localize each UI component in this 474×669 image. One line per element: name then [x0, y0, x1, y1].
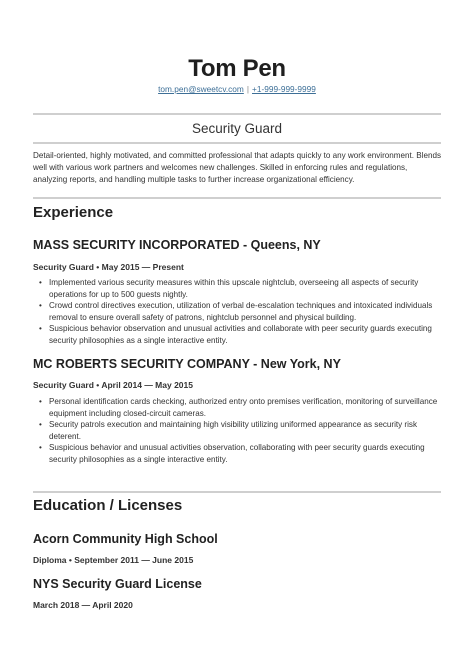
contact-line	[0, 84, 474, 94]
bullet-item: • Crowd control directives execution, utilization of verbal de-escalation techniques and intoxicated individuals removal to ensure overall safety of patrons, nightclub personnel and physical building.	[37, 300, 441, 323]
education-details: March 2018 — April 2020	[33, 600, 133, 610]
section-title-education: Education / Licenses	[33, 497, 183, 514]
summary-paragraph: Detail-oriented, highly motivated, and committed professional that adapts quickly to any work environment. Blends well with various work partners and welcomes new challenges. Skilled in enforcing rules and regulations, analyzing reports, and handling multiple tasks to further increase organizational efficiency.	[33, 151, 442, 184]
education-details: Diploma • September 2011 — June 2015	[33, 555, 194, 565]
job-role-dates: Security Guard • May 2015 — Present	[33, 262, 184, 272]
education-name: Acorn Community High School	[33, 532, 218, 546]
education-name: NYS Security Guard License	[33, 577, 202, 591]
candidate-name: Tom Pen	[188, 55, 286, 82]
bullet-item: • Implemented various security measures within this upscale nightclub, overseeing all aspects of security operations for up to 500 guests nightly.	[37, 277, 441, 300]
bullet-item: • Suspicious behavior and unusual activities observation, collaborating with peer security guards executing security philosophies as a single interactive entity.	[37, 442, 441, 465]
bullet-item: • Security patrols execution and maintaining high visibility utilizing uniformed appearance as security risk deterent.	[37, 419, 441, 442]
email-link[interactable]: tom.pen@sweetcv.com	[158, 84, 244, 94]
divider	[33, 142, 441, 144]
divider	[33, 491, 441, 493]
job-bullets	[37, 277, 441, 347]
job-role-dates: Security Guard • April 2014 — May 2015	[33, 380, 193, 390]
job-bullets	[37, 396, 441, 466]
job-company: MASS SECURITY INCORPORATED - Queens, NY	[33, 238, 321, 252]
bullet-item: • Personal identification cards checking, authorized entry onto premises verification, monitoring of surveillance equipment including closed-circuit cameras.	[37, 396, 441, 419]
phone-link[interactable]: +1-999-999-9999	[252, 84, 316, 94]
job-company: MC ROBERTS SECURITY COMPANY - New York, NY	[33, 357, 341, 371]
contact-separator: |	[246, 84, 249, 94]
section-title-experience: Experience	[33, 204, 114, 221]
divider	[33, 197, 441, 199]
headline-title: Security Guard	[191, 121, 283, 136]
bullet-item: • Suspicious behavior observation and unusual activities and collaborate with peer security guards executing security philosophies as a single interactive entity.	[37, 323, 441, 346]
divider	[33, 113, 441, 115]
